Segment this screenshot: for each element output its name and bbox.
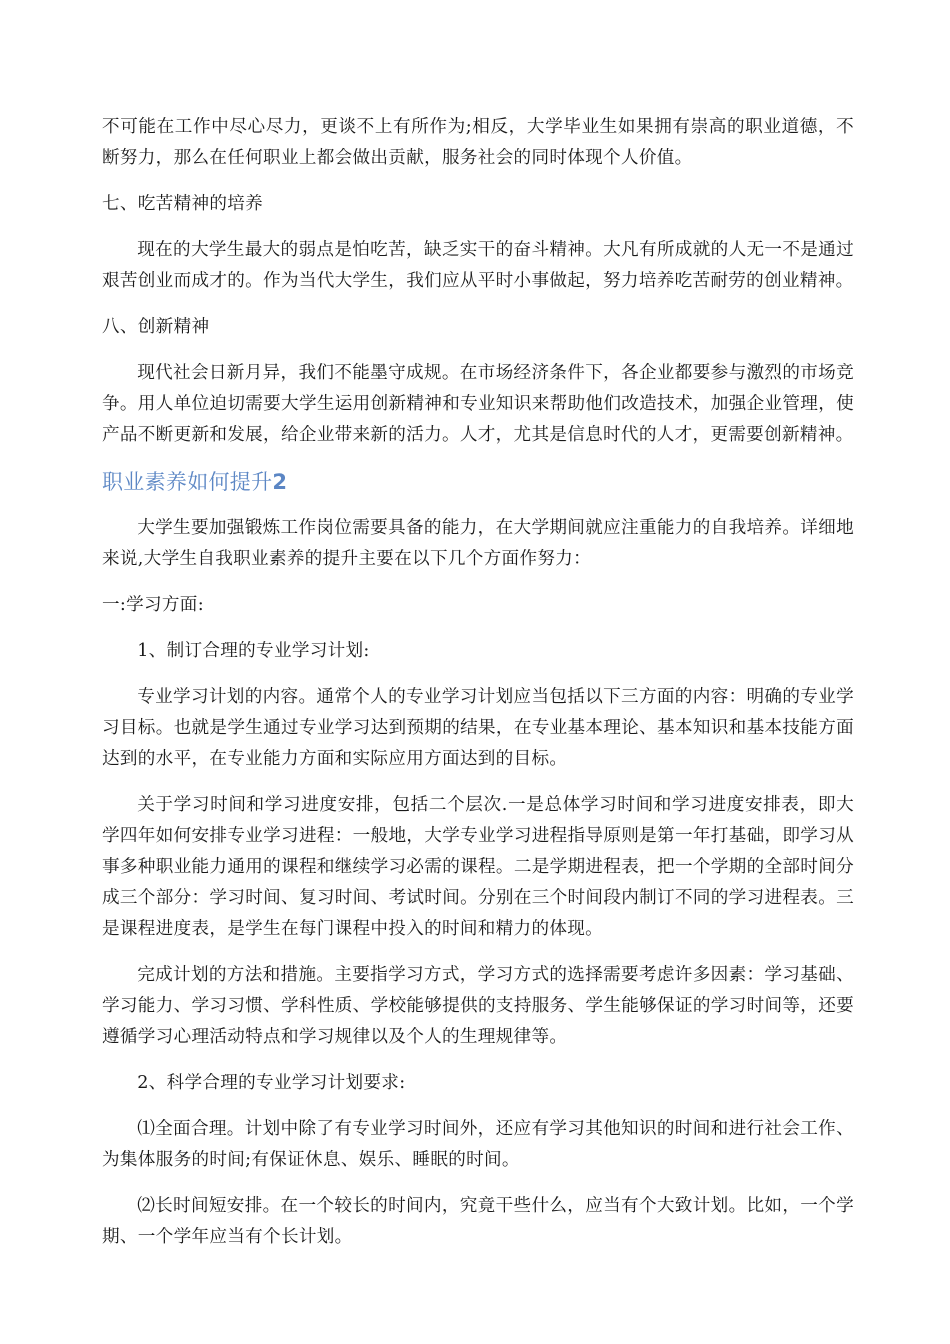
paragraph-time-schedule: 关于学习时间和学习进度安排，包括二个层次.一是总体学习时间和学习进度安排表，即大学四年如何安排专业学习进程：一般地，大学专业学习进程指导原则是第一年打基础，即学习从事多种职业能力通用的课程和继续学习必需的课程。二是学期进程表，把一个学期的全部时间分成三个部分：学习时间、复习时间、考试时间。分别在三个时间段内制订不同的学习进程表。三是课程进度表，是学生在每门课程中投入的时间和精力的体现。: [102, 795, 854, 939]
heading-study-plan: 1、制订合理的专业学习计划:: [137, 641, 370, 661]
heading-innovation-spirit: 八、创新精神: [102, 317, 210, 337]
section-title-number: 2: [272, 470, 288, 494]
heading-study-aspect: 一:学习方面:: [102, 595, 204, 615]
section-title: [102, 466, 854, 498]
paragraph-innovation-spirit: 现代社会日新月异，我们不能墨守成规。在市场经济条件下，各企业都要参与激烈的市场竞争。用人单位迫切需要大学生运用创新精神和专业知识来帮助他们改造技术，加强企业管理，使产品不断更新和发展，给企业带来新的活力。人才，尤其是信息时代的人才，更需要创新精神。: [102, 363, 854, 445]
paragraph-long-short: ⑵长时间短安排。在一个较长的时间内，究竟干些什么，应当有个大致计划。比如，一个学期、一个学年应当有个长计划。: [102, 1196, 854, 1247]
paragraph-methods-measures: 完成计划的方法和措施。主要指学习方式，学习方式的选择需要考虑许多因素：学习基础、学习能力、学习习惯、学科性质、学校能够提供的支持服务、学生能够保证的学习时间等，还要遵循学习心理活动特点和学习规律以及个人的生理规律等。: [102, 965, 854, 1047]
heading-plan-requirements: 2、科学合理的专业学习计划要求:: [137, 1073, 406, 1093]
heading-hardship-spirit: 七、吃苦精神的培养: [102, 194, 264, 214]
paragraph-comprehensive: ⑴全面合理。计划中除了有专业学习时间外，还应有学习其他知识的时间和进行社会工作、为集体服务的时间;有保证休息、娱乐、睡眠的时间。: [102, 1119, 854, 1170]
paragraph-professional-ethics-end: 不可能在工作中尽心尽力，更谈不上有所作为;相反，大学毕业生如果拥有崇高的职业道德，不断努力，那么在任何职业上都会做出贡献，服务社会的同时体现个人价值。: [102, 117, 854, 168]
document-page: [102, 112, 854, 1268]
paragraph-plan-content: 专业学习计划的内容。通常个人的专业学习计划应当包括以下三方面的内容：明确的专业学习目标。也就是学生通过专业学习达到预期的结果，在专业基本理论、基本知识和基本技能方面达到的水平，在专业能力方面和实际应用方面达到的目标。: [102, 687, 854, 769]
section-title-text: 职业素养如何提升: [102, 470, 273, 494]
paragraph-hardship-spirit: 现在的大学生最大的弱点是怕吃苦，缺乏实干的奋斗精神。大凡有所成就的人无一不是通过艰苦创业而成才的。作为当代大学生，我们应从平时小事做起，努力培养吃苦耐劳的创业精神。: [102, 240, 854, 291]
paragraph-ability-intro: 大学生要加强锻炼工作岗位需要具备的能力，在大学期间就应注重能力的自我培养。详细地来说,大学生自我职业素养的提升主要在以下几个方面作努力：: [102, 518, 854, 569]
